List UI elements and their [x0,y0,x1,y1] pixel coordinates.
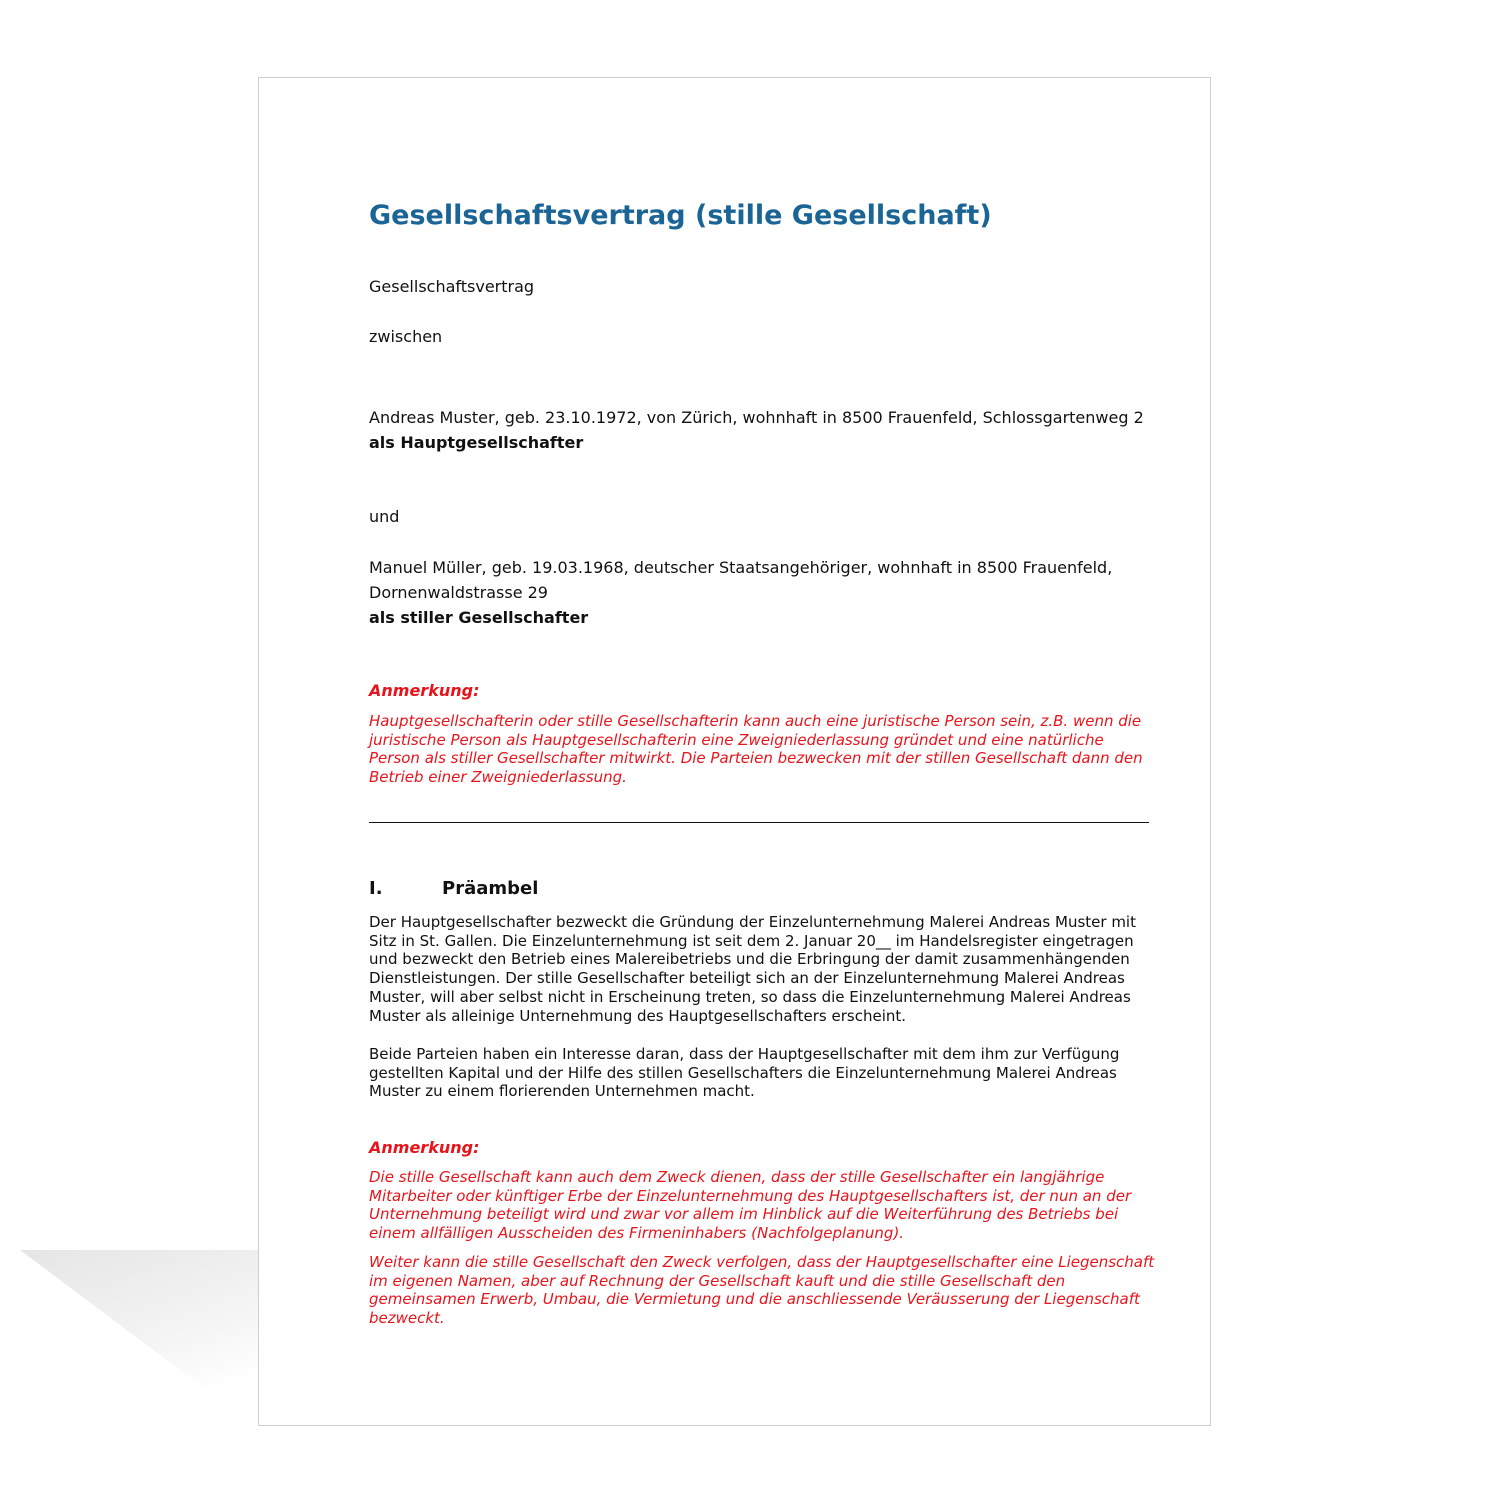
document-title: Gesellschaftsvertrag (stille Gesellschaft) [369,200,992,231]
preamble-paragraph-2: Beide Parteien haben ein Interesse daran, dass der Hauptgesellschafter mit dem ihm zur Verfügung gestellten Kapital und der Hilfe des stillen Gesellschafters die Einzelunternehmung Malerei Andreas Muster zu einem florierenden Unternehmen macht. [369,1045,1120,1101]
page-shadow [20,1250,260,1430]
document-page [258,77,1211,1426]
party2-block [369,555,1149,630]
note2-text-2: Weiter kann die stille Gesellschaft den Zweck verfolgen, dass der Hauptgesellschafter eine Liegenschaft im eigenen Namen, aber auf Rechnung der Gesellschaft kauft und die stille Gesellschaft den gemeinsamen Erwerb, Umbau, die Vermietung und die anschliessende Veräusserung der Liegenschaft bezweckt. [369,1253,1155,1328]
party1-details: Andreas Muster, geb. 23.10.1972, von Zürich, wohnhaft in 8500 Frauenfeld, Schlossgartenweg 2 [369,408,1144,427]
party2-details: Manuel Müller, geb. 19.03.1968, deutscher Staatsangehöriger, wohnhaft in 8500 Frauenfeld, Dornenwaldstrasse 29 [369,558,1113,602]
preamble-paragraph-1: Der Hauptgesellschafter bezweckt die Gründung der Einzelunternehmung Malerei Andreas Muster mit Sitz in St. Gallen. Die Einzelunternehmung ist seit dem 2. Januar 20__ im Handelsregister eingetragen und bezweckt den Betrieb eines Malereibetriebs und die Erbringung der damit zusammenhängenden Dienstleistungen. Der stille Gesellschafter beteiligt sich an der Einzelunternehmung Malerei Andreas Muster, will aber selbst nicht in Erscheinung treten, so dass die Einzelunternehmung Malerei Andreas Muster als alleinige Unternehmung des Hauptgesellschafters erscheint. [369,913,1136,1025]
party2-role: als stiller Gesellschafter [369,608,589,627]
and-label: und [369,507,400,526]
note1-label: Anmerkung: [369,681,480,700]
note1-text: Hauptgesellschafterin oder stille Gesellschafterin kann auch eine juristische Person sein, z.B. wenn die juristische Person als Hauptgesellschafterin eine Zweigniederlassung gründet und eine natürliche Person als stiller Gesellschafter mitwirkt. Die Parteien bezwecken mit der stillen Gesellschaft dann den Betrieb einer Zweigniederlassung. [369,712,1143,787]
section1-number: I. [369,878,383,899]
between-label: zwischen [369,327,443,346]
divider [369,822,1149,823]
section1-title: Präambel [442,878,539,899]
note2-label: Anmerkung: [369,1138,480,1157]
section1-heading [369,878,538,899]
party1-role: als Hauptgesellschafter [369,433,584,452]
party1-block [369,405,1149,455]
note2-text-1: Die stille Gesellschaft kann auch dem Zweck dienen, dass der stille Gesellschafter ein langjährige Mitarbeiter oder künftiger Erbe der Einzelunternehmung des Hauptgesellschafters ist, der nun an der Unternehmung beteiligt wird und zwar vor allem im Hinblick auf die Weiterführung des Betriebs bei einem allfälligen Ausscheiden des Firmeninhabers (Nachfolgeplanung). [369,1168,1132,1243]
intro-label: Gesellschaftsvertrag [369,277,535,296]
